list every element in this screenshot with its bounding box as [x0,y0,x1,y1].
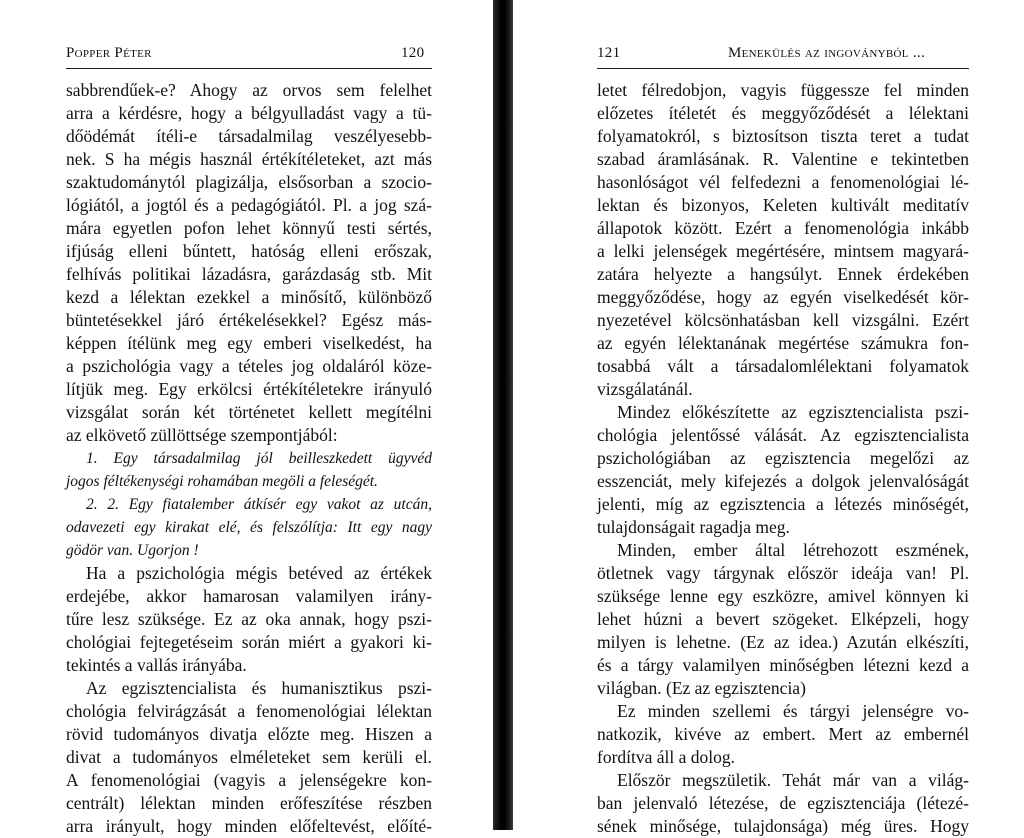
text-line: fordítva áll a dolog. [597,747,736,767]
text-line: jelenti, míg az egzisztencia a létezés minőségét, [597,494,969,514]
text-line: és a tárgy valamilyen minőségben létezni kezd a [597,655,969,675]
text-line: meggyőződése, hogy az egyén viselkedését kör- [597,287,969,307]
text-line: chológia jelentőssé válását. Az egzisztencialista [597,425,969,445]
text-line: 1. Egy társadalmilag jól beilleszkedett ügyvéd [86,450,432,467]
text-line: centrált) lélektan minden erőfeszítése részben [66,793,432,813]
text-line: esszenciát, mely kifejezés a dolgok jelenvalóságát [597,471,969,491]
text-line: jogos féltékenységi rohamában megöli a feleségét. [66,473,378,490]
left-header-rule [66,68,432,69]
text-line: szaktudománytól plagizálja, elsősorban a szocio- [66,172,432,192]
text-line: zatára helyezte a hangsúlyt. Ennek érdekében [597,264,969,284]
text-line: tűre lesz szüksége. Ez az oka annak, hogy pszi- [66,609,432,629]
text-line: tekintés a vallás irányába. [66,655,247,675]
text-line: arra irányult, hogy minden előfeltevést, előíté- [66,816,432,836]
right-page [512,0,1024,836]
text-line: vizsgálat során két történetet kellett megítélni [66,402,432,422]
text-line: a pszichológia vagy a tételes jog oldaláról köze- [66,356,432,376]
text-line: büntetésekkel járó értékelésekkel? Egész más- [66,310,432,330]
text-line: mára egyetlen pofon lehet könnyű testi sértés, [66,218,432,238]
text-line: tosabbá vált a társadalomlélektani folyamatok [597,356,969,376]
text-line: nyezetével kölcsönhatásban kell vizsgálni. Ezért [597,310,969,330]
text-line: nek. S ha mégis használ értékítéleteket, azt más [66,149,432,169]
text-line: hasonlóságot vél felfedezni a fenomenológiai lé- [597,172,969,192]
text-line: szabad áramlásának. R. Valentine e tekintetben [597,149,969,169]
right-header-rule [597,68,969,69]
text-line: lítjük meg. Egy erkölcsi értékítéletekre irányuló [66,379,432,399]
text-line: felhívás politikai lázadásra, garázdaság stb. Mit [66,264,432,284]
text-line: Az egzisztencialista és humanisztikus pszi- [86,678,432,698]
text-line: képpen ítélünk meg egy emberi viselkedést, ha [66,333,432,353]
text-line: állapotok között. Ezért a fenomenológia inkább [597,218,969,238]
text-line: Először megszületik. Tehát már van a világ- [617,770,969,790]
text-line: lehet húzni a bevert szögeket. Elképzeli, hogy [597,609,969,629]
text-line: letet félredobjon, vagyis függessze fel minden [597,80,969,100]
left-page [0,0,496,836]
text-line: Ha a pszichológia mégis betéved az értékek [86,563,432,583]
text-line: rövid tudományos divatja előzte meg. Hiszen a [66,724,432,744]
text-line: lektan és bizonyos, Keleten kultivált meditatív [597,195,969,215]
text-line: natkozik, kivéve az embert. Mert az embernél [597,724,969,744]
book-gutter [493,0,513,830]
text-line: Minden, ember által létrehozott eszmének, [617,540,969,560]
text-line: lógiától, a jogtól és a pedagógiától. Pl. a jog szá- [66,195,432,215]
text-line: odavezeti egy kirakat elé, és felszólítja: Itt egy nagy [66,519,432,536]
text-line: tulajdonságait ragadja meg. [597,517,790,537]
text-line: ifjúság elleni bűntett, hatóság elleni erőszak, [66,241,432,261]
text-line: sének minősége, tulajdonsága) még üres. Hogy [597,816,969,836]
text-line: ötletnek vagy tárgynak először ideája van! Pl. [597,563,969,583]
text-line: Ez minden szellemi és tárgyi jelenségre vo- [617,701,969,721]
text-line: chológia felvirágzását a fenomenológiai lélektan [66,701,432,721]
text-line: erdejébe, akkor hamarosan valamilyen irány- [66,586,432,606]
text-line: milyen is lehetne. (Ez az idea.) Azután elkészíti, [597,632,969,652]
text-line: szüksége lenne egy eszközre, amivel könnyen ki [597,586,969,606]
text-line: világban. (Ez az egzisztencia) [597,678,806,698]
left-page-number: 120 [401,45,425,61]
text-line: sabbrendűek-e? Ahogy az orvos sem felelhet [66,80,432,100]
text-line: a lelki jelenségek megértésére, mintsem magyará- [597,241,969,261]
text-line: pszichológiában az egzisztencia megelőzi az [597,448,969,468]
text-line: arra a kérdésre, hogy a bélgyulladást vagy a tü- [66,103,432,123]
text-line: előzetes ítéletét és meggyőződését a lélektani [597,103,969,123]
right-running-head: Menekülés az ingoványból ... [728,45,925,61]
text-line: dőödémát ítéli-e társadalmilag veszélyesebb- [66,126,432,146]
text-line: folyamatokról, s biztosítson tiszta teret a tudat [597,126,969,146]
text-line: kezd a lélektan ezekkel a minősítő, különböző [66,287,432,307]
text-line: divat a tudományos elméleteket sem kerüli el. [66,747,432,767]
text-line: ban jelenvaló létezése, de egzisztenciája (létezé- [597,793,969,813]
text-line: vizsgálatánál. [597,379,693,399]
text-line: az egyén lélektanának megértése számukra fon- [597,333,969,353]
right-page-number: 121 [597,45,621,61]
left-running-head: Popper Péter [66,45,152,61]
text-line: A fenomenológiai (vagyis a jelenségekre kon- [66,770,432,790]
text-line: gödör van. Ugorjon ! [66,542,199,559]
text-line: az elkövető züllöttsége szempontjából: [66,425,338,445]
text-line: Mindez előkészítette az egzisztencialista pszi- [617,402,969,422]
text-line: 2. 2. Egy fiatalember átkísér egy vakot az utcán, [86,496,432,513]
text-line: chológiai fejtegetéseim során miért a gyakori ki- [66,632,432,652]
